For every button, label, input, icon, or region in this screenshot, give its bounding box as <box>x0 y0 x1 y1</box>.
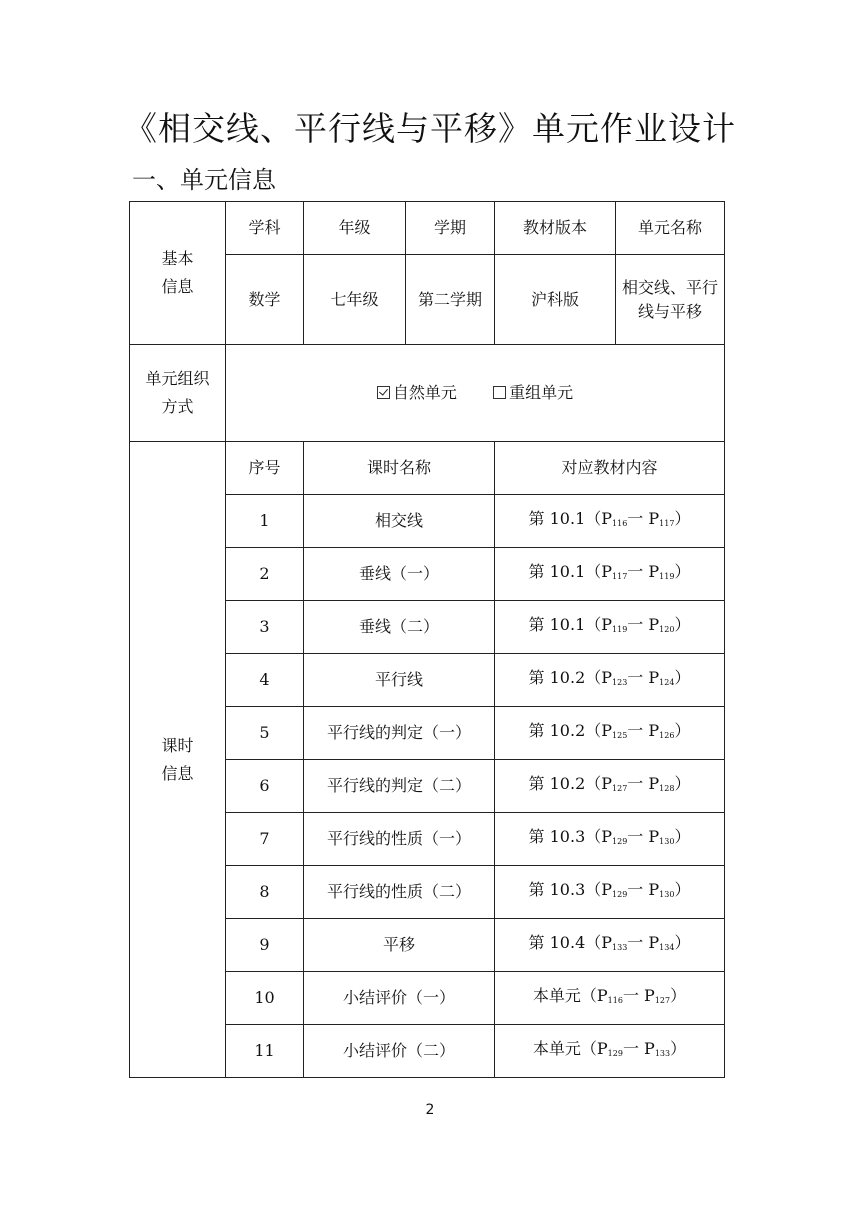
lesson-ref-close: ） <box>670 1038 687 1058</box>
header-textbook-edition: 教材版本 <box>495 202 616 255</box>
basic-info-label <box>130 202 226 345</box>
organization-label-line2: 方式 <box>161 397 194 416</box>
lesson-no: 7 <box>226 813 304 866</box>
lesson-ref-end-page: 120 <box>659 624 675 634</box>
lesson-textbook-content <box>495 1025 725 1078</box>
basic-info-label-line2: 信息 <box>161 277 194 296</box>
lesson-ref-separator: 一 P <box>627 720 660 740</box>
lesson-ref-end-page: 133 <box>654 1048 671 1058</box>
lesson-ref-separator: 一 P <box>622 1038 655 1058</box>
value-textbook-edition: 沪科版 <box>495 255 616 345</box>
lesson-textbook-content <box>495 919 725 972</box>
lesson-no: 8 <box>226 866 304 919</box>
basic-info-header-row <box>130 202 725 255</box>
lesson-ref-close: ） <box>674 667 691 687</box>
lesson-ref-separator: 一 P <box>627 879 660 899</box>
lesson-name: 相交线 <box>304 495 495 548</box>
lesson-textbook-content <box>495 548 725 601</box>
lesson-no: 9 <box>226 919 304 972</box>
lesson-textbook-content <box>495 601 725 654</box>
lesson-no: 5 <box>226 707 304 760</box>
organization-label <box>130 345 226 442</box>
lesson-ref-close: ） <box>674 932 691 952</box>
lesson-ref-start-page: 117 <box>612 571 628 581</box>
lesson-ref-section: 第 10.2（P <box>528 773 613 793</box>
lesson-textbook-content <box>495 866 725 919</box>
lesson-ref-end-page: 127 <box>654 995 671 1005</box>
header-lesson-name: 课时名称 <box>304 442 495 495</box>
lesson-name: 平移 <box>304 919 495 972</box>
lesson-ref-separator: 一 P <box>627 932 660 952</box>
header-unit-name: 单元名称 <box>616 202 725 255</box>
organization-label-line1: 单元组织 <box>145 369 210 388</box>
lesson-ref-start-page: 116 <box>607 995 623 1005</box>
lesson-name: 平行线的判定（二） <box>304 760 495 813</box>
lesson-no: 10 <box>226 972 304 1025</box>
lesson-ref-start-page: 123 <box>612 677 628 687</box>
lesson-name: 垂线（一） <box>304 548 495 601</box>
lesson-textbook-content <box>495 972 725 1025</box>
lesson-ref-section: 本单元（P <box>532 1038 608 1058</box>
lesson-no: 2 <box>226 548 304 601</box>
lesson-textbook-content <box>495 760 725 813</box>
lesson-ref-section: 第 10.4（P <box>528 932 613 952</box>
lesson-ref-section: 第 10.2（P <box>528 667 613 687</box>
lesson-name: 垂线（二） <box>304 601 495 654</box>
lesson-no: 1 <box>226 495 304 548</box>
lesson-ref-close: ） <box>674 720 691 740</box>
natural-unit-label: 自然单元 <box>392 383 457 402</box>
header-lesson-no: 序号 <box>226 442 304 495</box>
lesson-ref-close: ） <box>674 561 691 581</box>
lesson-ref-separator: 一 P <box>627 508 660 528</box>
lesson-ref-close: ） <box>674 826 691 846</box>
lesson-ref-start-page: 129 <box>607 1048 623 1058</box>
organization-row <box>130 345 725 442</box>
document-title: 《相交线、平行线与平移》单元作业设计 <box>124 109 736 148</box>
lesson-info-label-line2: 信息 <box>161 763 194 783</box>
lesson-ref-separator: 一 P <box>622 985 655 1005</box>
lesson-ref-end-page: 124 <box>659 677 675 687</box>
natural-unit-option[interactable] <box>377 383 462 402</box>
lesson-info-label-line1: 课时 <box>161 735 194 755</box>
lesson-ref-end-page: 117 <box>659 518 675 528</box>
header-subject: 学科 <box>226 202 304 255</box>
section-heading: 一、单元信息 <box>132 166 276 194</box>
basic-info-label-line1: 基本 <box>161 249 194 268</box>
lesson-name: 小结评价（二） <box>304 1025 495 1078</box>
checked-box-icon[interactable] <box>377 386 390 399</box>
lesson-name: 平行线的判定（一） <box>304 707 495 760</box>
lesson-name: 平行线的性质（二） <box>304 866 495 919</box>
lesson-ref-end-page: 130 <box>659 836 675 846</box>
header-grade: 年级 <box>304 202 406 255</box>
lesson-ref-end-page: 128 <box>659 783 675 793</box>
unchecked-box-icon[interactable] <box>493 386 506 399</box>
lesson-ref-close: ） <box>674 879 691 899</box>
lesson-ref-section: 第 10.2（P <box>528 720 613 740</box>
lesson-ref-separator: 一 P <box>627 614 660 634</box>
lesson-ref-start-page: 129 <box>612 836 628 846</box>
header-textbook-content: 对应教材内容 <box>495 442 725 495</box>
lesson-ref-section: 第 10.3（P <box>528 826 613 846</box>
value-semester: 第二学期 <box>406 255 495 345</box>
lesson-header-row <box>130 442 725 495</box>
lesson-info-label <box>130 442 226 1078</box>
lesson-textbook-content <box>495 813 725 866</box>
lesson-ref-start-page: 116 <box>612 518 628 528</box>
lesson-name: 平行线的性质（一） <box>304 813 495 866</box>
lesson-ref-start-page: 127 <box>612 783 628 793</box>
lesson-ref-start-page: 119 <box>612 624 628 634</box>
lesson-ref-separator: 一 P <box>627 826 660 846</box>
regroup-unit-option[interactable] <box>493 383 573 402</box>
header-semester: 学期 <box>406 202 495 255</box>
unit-info-table <box>129 201 725 1078</box>
value-grade: 七年级 <box>304 255 406 345</box>
lesson-no: 11 <box>226 1025 304 1078</box>
value-subject: 数学 <box>226 255 304 345</box>
lesson-ref-section: 第 10.3（P <box>528 879 613 899</box>
lesson-ref-start-page: 133 <box>612 942 628 952</box>
lesson-name: 平行线 <box>304 654 495 707</box>
lesson-ref-section: 第 10.1（P <box>528 508 613 528</box>
lesson-textbook-content <box>495 654 725 707</box>
lesson-ref-close: ） <box>674 614 691 634</box>
organization-options <box>226 345 725 442</box>
lesson-ref-separator: 一 P <box>627 773 660 793</box>
lesson-ref-section: 第 10.1（P <box>528 561 613 581</box>
lesson-name: 小结评价（一） <box>304 972 495 1025</box>
lesson-ref-end-page: 119 <box>659 571 675 581</box>
lesson-ref-close: ） <box>674 773 691 793</box>
lesson-ref-separator: 一 P <box>627 667 660 687</box>
lesson-textbook-content <box>495 495 725 548</box>
lesson-ref-start-page: 125 <box>612 730 628 740</box>
value-unit-name: 相交线、平行线与平移 <box>616 255 725 345</box>
lesson-ref-section: 本单元（P <box>532 985 608 1005</box>
lesson-ref-close: ） <box>670 985 687 1005</box>
lesson-no: 6 <box>226 760 304 813</box>
regroup-unit-label: 重组单元 <box>509 383 574 402</box>
lesson-textbook-content <box>495 707 725 760</box>
lesson-ref-close: ） <box>674 508 691 528</box>
lesson-ref-end-page: 134 <box>659 942 675 952</box>
page-number: 2 <box>425 1102 435 1118</box>
lesson-no: 3 <box>226 601 304 654</box>
lesson-ref-separator: 一 P <box>627 561 660 581</box>
lesson-ref-start-page: 129 <box>612 889 628 899</box>
lesson-no: 4 <box>226 654 304 707</box>
lesson-ref-end-page: 130 <box>659 889 675 899</box>
lesson-ref-end-page: 126 <box>659 730 675 740</box>
lesson-ref-section: 第 10.1（P <box>528 614 613 634</box>
